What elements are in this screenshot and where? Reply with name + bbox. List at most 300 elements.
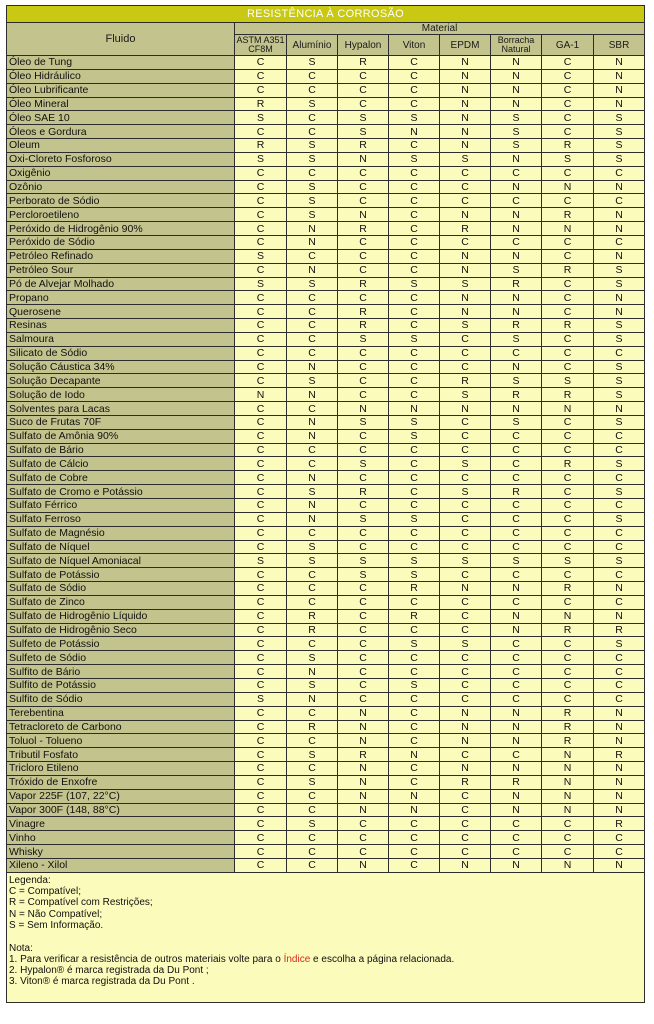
rating-cell: C [235,665,287,679]
rating-cell: C [338,845,389,859]
rating-cell: C [338,609,389,623]
rating-cell: R [287,623,338,637]
rating-cell: N [491,609,542,623]
rating-cell: C [389,263,440,277]
rating-cell: C [440,817,491,831]
rating-cell: C [235,678,287,692]
rating-cell: S [594,277,645,291]
rating-cell: C [389,595,440,609]
table-row [7,637,645,651]
rating-cell: C [440,692,491,706]
rating-cell: C [287,789,338,803]
rating-cell: C [594,346,645,360]
rating-cell: C [235,166,287,180]
rating-cell: N [491,180,542,194]
rating-cell: N [440,56,491,70]
rating-cell: C [338,595,389,609]
rating-cell: C [338,499,389,513]
fluid-name: Sulfato de Cobre [7,471,235,485]
col-header-borracha-natural [491,35,542,56]
rating-cell: C [542,277,594,291]
rating-cell: S [287,485,338,499]
rating-cell: C [542,249,594,263]
table-row [7,720,645,734]
rating-cell: C [542,97,594,111]
fluid-name: Sulfito de Sódio [7,692,235,706]
rating-cell: C [287,166,338,180]
table-title: RESISTÊNCIA À CORROSÃO [7,6,645,23]
rating-cell: N [389,125,440,139]
rating-cell: R [542,319,594,333]
rating-cell: C [542,595,594,609]
rating-cell: C [338,235,389,249]
rating-cell: N [338,152,389,166]
rating-cell: C [389,346,440,360]
col-header-label: EPDM [450,39,480,51]
rating-cell: S [287,748,338,762]
rating-cell: N [491,222,542,236]
rating-cell: S [594,152,645,166]
rating-cell: S [287,374,338,388]
table-row [7,706,645,720]
rating-cell: S [594,374,645,388]
rating-cell: C [287,443,338,457]
rating-cell: N [287,235,338,249]
rating-cell: N [338,858,389,872]
rating-cell: C [542,831,594,845]
rating-cell: C [287,568,338,582]
rating-cell: S [338,111,389,125]
rating-cell: C [235,69,287,83]
rating-cell: C [542,429,594,443]
rating-cell: S [338,554,389,568]
rating-cell: N [491,305,542,319]
rating-cell: R [338,319,389,333]
rating-cell: C [235,485,287,499]
rating-cell: C [542,817,594,831]
rating-cell: C [235,402,287,416]
rating-cell: C [389,360,440,374]
rating-cell: C [389,692,440,706]
rating-cell: C [594,540,645,554]
rating-cell: C [235,803,287,817]
rating-cell: C [594,665,645,679]
rating-cell: C [287,83,338,97]
col-header-label: Borracha [497,35,535,45]
rating-cell: S [594,512,645,526]
rating-cell: S [491,554,542,568]
rating-cell: C [594,194,645,208]
rating-cell: C [338,180,389,194]
rating-cell: N [594,775,645,789]
table-row [7,623,645,637]
rating-cell: N [594,720,645,734]
table-row [7,263,645,277]
fluid-name: Oxi-Cloreto Fosforoso [7,152,235,166]
rating-cell: C [542,415,594,429]
rating-cell: C [235,208,287,222]
rating-cell: C [338,651,389,665]
rating-cell: C [389,526,440,540]
rating-cell: C [542,332,594,346]
rating-cell: C [440,595,491,609]
rating-cell: N [440,139,491,153]
fluid-name: Solução Decapante [7,374,235,388]
rating-cell: C [287,402,338,416]
rating-cell: R [491,775,542,789]
rating-cell: C [235,706,287,720]
rating-cell: R [542,208,594,222]
rating-cell: C [491,595,542,609]
rating-cell: C [287,125,338,139]
rating-cell: N [389,402,440,416]
rating-cell: C [440,471,491,485]
rating-cell: S [389,415,440,429]
fluid-name: Petróleo Sour [7,263,235,277]
rating-cell: C [594,166,645,180]
table-row [7,526,645,540]
rating-cell: C [338,360,389,374]
rating-cell: C [235,374,287,388]
fluid-name: Solução Cáustica 34% [7,360,235,374]
rating-cell: N [440,734,491,748]
rating-cell: R [542,388,594,402]
rating-cell: C [338,388,389,402]
rating-cell: S [440,485,491,499]
rating-cell: C [389,235,440,249]
rating-cell: C [440,845,491,859]
rating-cell: S [594,388,645,402]
rating-cell: N [440,249,491,263]
rating-cell: C [287,858,338,872]
rating-cell: C [235,291,287,305]
rating-cell: C [338,692,389,706]
table-row [7,858,645,872]
rating-cell: R [440,222,491,236]
fluid-name: Sulfeto de Sódio [7,651,235,665]
rating-cell: N [440,111,491,125]
rating-cell: S [235,152,287,166]
rating-cell: N [491,152,542,166]
rating-cell: C [491,429,542,443]
rating-cell: S [491,139,542,153]
rating-cell: N [542,402,594,416]
rating-cell: C [338,83,389,97]
rating-cell: N [440,291,491,305]
rating-cell: R [542,706,594,720]
fluid-name: Solução de Iodo [7,388,235,402]
rating-cell: C [440,623,491,637]
rating-cell: C [389,665,440,679]
rating-cell: C [491,526,542,540]
rating-cell: R [338,485,389,499]
rating-cell: N [594,402,645,416]
fluid-name: Propano [7,291,235,305]
rating-cell: S [594,360,645,374]
table-row [7,83,645,97]
table-row [7,152,645,166]
rating-cell: R [542,623,594,637]
rating-cell: N [594,305,645,319]
col-header-label: Viton [402,39,426,51]
rating-cell: C [389,540,440,554]
rating-cell: C [491,831,542,845]
rating-cell: C [235,346,287,360]
rating-cell: C [287,305,338,319]
rating-cell: C [491,651,542,665]
rating-cell: S [594,415,645,429]
table-row [7,374,645,388]
rating-cell: N [491,734,542,748]
rating-cell: C [542,637,594,651]
rating-cell: C [235,623,287,637]
rating-cell: R [389,609,440,623]
rating-cell: N [542,222,594,236]
rating-cell: R [440,374,491,388]
rating-cell: C [338,429,389,443]
col-header-label: SBR [608,39,630,51]
table-row [7,415,645,429]
fluid-name: Perborato de Sódio [7,194,235,208]
fluid-name: Suco de Frutas 70F [7,415,235,429]
table-row [7,222,645,236]
rating-cell: N [287,360,338,374]
rating-cell: N [594,83,645,97]
rating-cell: N [287,471,338,485]
rating-cell: S [287,678,338,692]
rating-cell: C [542,526,594,540]
rating-cell: C [542,291,594,305]
indice-link[interactable]: Índice [283,953,311,965]
nota-1 [9,954,642,965]
rating-cell: C [542,665,594,679]
rating-cell: C [338,291,389,305]
rating-cell: N [440,762,491,776]
fluid-name: Sulfato de Cromo e Potássio [7,485,235,499]
rating-cell: C [440,512,491,526]
rating-cell: C [338,817,389,831]
rating-cell: S [287,152,338,166]
table-row [7,166,645,180]
rating-cell: S [491,263,542,277]
col-header-epdm [440,35,491,56]
rating-cell: N [389,748,440,762]
rating-cell: S [389,554,440,568]
fluid-name: Terebentina [7,706,235,720]
rating-cell: C [594,595,645,609]
table-row [7,249,645,263]
rating-cell: N [491,97,542,111]
rating-cell: N [491,56,542,70]
rating-cell: C [235,595,287,609]
table-row [7,540,645,554]
rating-cell: N [287,388,338,402]
rating-cell: S [287,56,338,70]
rating-cell: S [440,554,491,568]
legend-item: C = Compatível; [9,886,81,898]
rating-cell: C [235,762,287,776]
rating-cell: C [594,471,645,485]
rating-cell: C [338,443,389,457]
rating-cell: C [235,319,287,333]
rating-cell: N [594,56,645,70]
rating-cell: C [440,526,491,540]
rating-cell: N [338,706,389,720]
rating-cell: N [542,748,594,762]
rating-cell: S [440,388,491,402]
rating-cell: S [338,415,389,429]
rating-cell: C [235,235,287,249]
table-row [7,125,645,139]
rating-cell: N [491,623,542,637]
rating-cell: N [594,180,645,194]
rating-cell: N [594,762,645,776]
fluid-name: Sulfato de Hidrogênio Seco [7,623,235,637]
rating-cell: S [440,319,491,333]
rating-cell: C [594,692,645,706]
rating-cell: C [235,845,287,859]
rating-cell: S [389,332,440,346]
rating-cell: C [389,817,440,831]
rating-cell: S [440,152,491,166]
fluid-name: Sulfato Ferroso [7,512,235,526]
table-row [7,609,645,623]
rating-cell: C [542,235,594,249]
table-row [7,457,645,471]
spacer [9,931,642,942]
col-header-ga-1 [542,35,594,56]
header-row-1 [7,23,645,35]
table-row [7,692,645,706]
rating-cell: S [491,332,542,346]
col-header-label: GA-1 [555,39,580,51]
rating-cell: C [389,69,440,83]
table-row [7,678,645,692]
rating-cell: N [491,762,542,776]
rating-cell: S [235,249,287,263]
fluid-name: Sulfito de Potássio [7,678,235,692]
notes-row [7,872,645,1002]
fluid-name: Sulfato de Cálcio [7,457,235,471]
col-header-viton [389,35,440,56]
rating-cell: C [235,512,287,526]
nota-3: 3. Viton® é marca registrada da Du Pont . [9,976,195,988]
rating-cell: R [594,817,645,831]
legend-item: N = Não Compatível; [9,908,103,920]
rating-cell: C [542,651,594,665]
fluid-name: Tributil Fosfato [7,748,235,762]
col-header-sublabel: CF8M [248,44,273,54]
rating-cell: S [594,263,645,277]
table-row [7,277,645,291]
rating-cell: N [440,69,491,83]
rating-cell: S [287,208,338,222]
fluid-name: Sulfato de Bário [7,443,235,457]
rating-cell: N [491,249,542,263]
rating-cell: R [491,485,542,499]
rating-cell: C [235,125,287,139]
table-row [7,139,645,153]
col-header-label: ASTM A351 [236,35,285,45]
table-row [7,332,645,346]
table-row [7,595,645,609]
rating-cell: R [542,139,594,153]
rating-cell: N [594,208,645,222]
rating-cell: R [338,139,389,153]
rating-cell: C [235,443,287,457]
rating-cell: C [389,305,440,319]
rating-cell: N [338,775,389,789]
rating-cell: N [287,263,338,277]
table-row [7,208,645,222]
table-row [7,499,645,513]
rating-cell: N [594,249,645,263]
rating-cell: C [389,374,440,388]
rating-cell: S [389,429,440,443]
fluid-name: Tetracloreto de Carbono [7,720,235,734]
fluid-name: Tricloro Etileno [7,762,235,776]
rating-cell: C [542,69,594,83]
rating-cell: C [440,332,491,346]
rating-cell: R [491,388,542,402]
table-row [7,360,645,374]
rating-cell: S [287,540,338,554]
rating-cell: N [542,609,594,623]
rating-cell: C [235,540,287,554]
rating-cell: N [287,222,338,236]
rating-cell: C [338,582,389,596]
rating-cell: C [287,637,338,651]
rating-cell: S [594,332,645,346]
fluido-header: Fluido [7,23,235,56]
rating-cell: C [235,332,287,346]
fluid-name: Toluol - Tolueno [7,734,235,748]
rating-cell: N [542,789,594,803]
rating-cell: C [235,637,287,651]
fluid-name: Sulfato Férrico [7,499,235,513]
rating-cell: C [542,83,594,97]
rating-cell: C [389,499,440,513]
rating-cell: C [542,692,594,706]
table-row [7,388,645,402]
rating-cell: C [440,180,491,194]
rating-cell: N [594,97,645,111]
rating-cell: C [542,125,594,139]
rating-cell: N [491,803,542,817]
rating-cell: C [287,457,338,471]
rating-cell: C [542,360,594,374]
rating-cell: C [594,831,645,845]
rating-cell: N [594,803,645,817]
nota-1-text: 1. Para verificar a resistência de outros materiais volte para o [9,953,284,965]
col-header-sbr [594,35,645,56]
rating-cell: C [389,457,440,471]
corrosion-table [6,5,645,1003]
fluid-name: Sulfato de Sódio [7,582,235,596]
rating-cell: S [235,111,287,125]
rating-cell: C [287,734,338,748]
rating-cell: C [338,194,389,208]
rating-cell: C [491,166,542,180]
table-row [7,665,645,679]
rating-cell: C [542,305,594,319]
rating-cell: R [542,582,594,596]
rating-cell: C [389,485,440,499]
notes-cell [7,872,645,1002]
rating-cell: C [235,526,287,540]
rating-cell: S [440,277,491,291]
rating-cell: C [338,526,389,540]
